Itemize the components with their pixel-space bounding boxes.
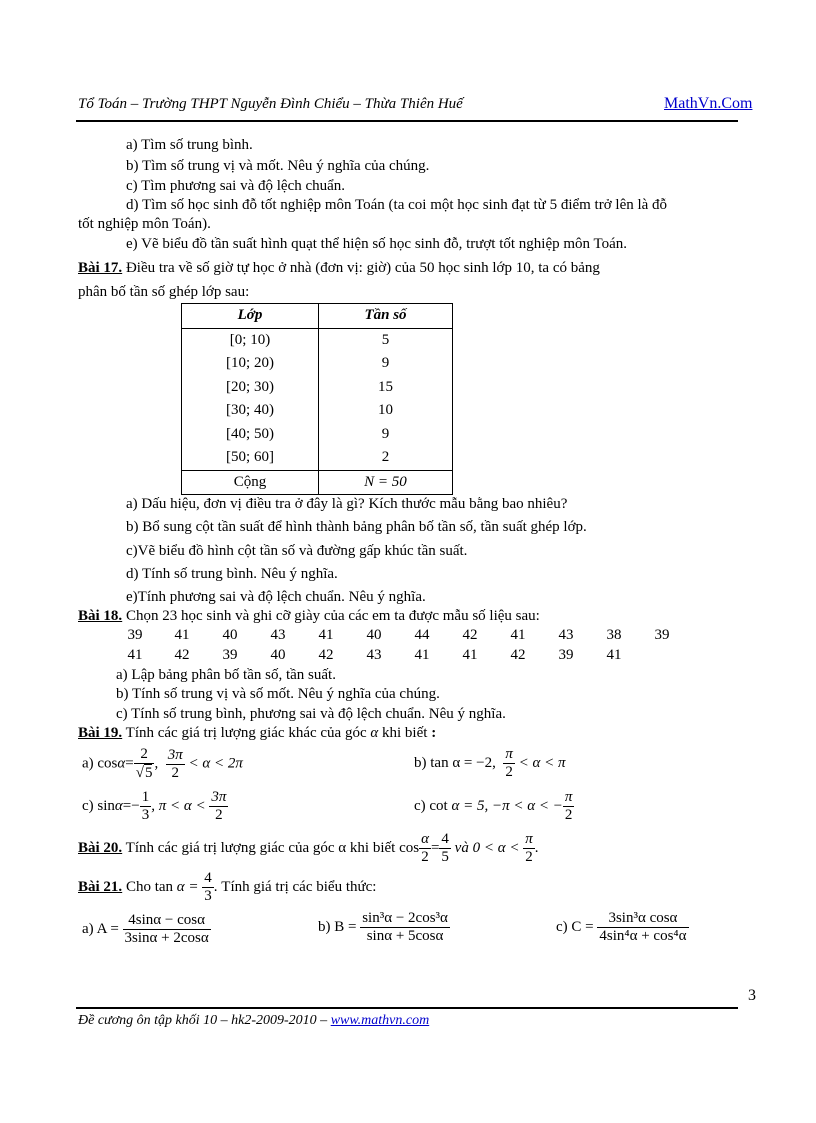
table-header bbox=[182, 304, 453, 329]
header-left: Tổ Toán – Trường THPT Nguyễn Đình Chiểu – Thừa Thiên Huế bbox=[78, 96, 463, 112]
bai19-a: a) cosα= $\frac{2}{√5}$ , $\frac{3\pi}{2}$ < α < 2π bbox=[82, 746, 243, 782]
bai19-b: b) tan α = −2, $\frac{\pi}{2}$ < α < π bbox=[414, 746, 566, 781]
table-row: [50; 60] 2 bbox=[182, 446, 453, 470]
bai21-label: Bài 21. bbox=[78, 879, 123, 896]
total-label: Cộng bbox=[182, 470, 319, 495]
item-a: a) Tìm số trung bình. bbox=[126, 137, 253, 153]
bai21-a: a) A = $\frac{4\sin\alpha - \cos\alpha}{3\sin\alpha + 2\cos\alpha}$ bbox=[82, 912, 209, 947]
bai17-item-d: d) Tính số trung bình. Nêu ý nghĩa. bbox=[126, 566, 338, 582]
bai17-item-e: e)Tính phương sai và độ lệch chuẩn. Nêu ý nghĩa. bbox=[126, 589, 426, 605]
item-b: b) Tìm số trung vị và mốt. Nêu ý nghĩa của chúng. bbox=[126, 158, 430, 174]
item-d-cont: tốt nghiệp môn Toán). bbox=[78, 216, 211, 232]
bai17-line1: Bài 17. Điều tra về số giờ tự học ở nhà (đơn vị: giờ) của 50 học sinh lớp 10, ta có bảng bbox=[78, 260, 600, 276]
bai19-d: c) cot α = 5, −π < α < − $\frac{\pi}{2}$ bbox=[414, 789, 573, 824]
bai20-line: Bài 20. Tính các giá trị lượng giác của góc α khi biết cos $\frac{\alpha}{2}$ = $\frac{4}{5}$ và 0 < α < $\frac{\pi}{2}$ . bbox=[78, 831, 539, 866]
footer: Đề cương ôn tập khối 10 – hk2-2009-2010 – www.mathvn.com bbox=[78, 1013, 430, 1028]
bai17-item-b: b) Bổ sung cột tần suất để hình thành bảng phân bố tần số, tần suất ghép lớp. bbox=[126, 519, 587, 535]
page-number: 3 bbox=[748, 987, 756, 1004]
item-c: c) Tìm phương sai và độ lệch chuẩn. bbox=[126, 178, 346, 194]
bai19-line: Bài 19. Tính các giá trị lượng giác khác của góc α khi biết : bbox=[78, 725, 437, 741]
bai19-label: Bài 19. bbox=[78, 725, 123, 741]
table-row: [30; 40) 10 bbox=[182, 399, 453, 423]
table-row: [20; 30) 15 bbox=[182, 376, 453, 400]
item-e: e) Vẽ biểu đồ tần suất hình quạt thể hiện số học sinh đỗ, trượt tốt nghiệp môn Toán. bbox=[126, 236, 628, 252]
col-header-class: Lớp bbox=[182, 304, 319, 329]
item-d: d) Tìm số học sinh đỗ tốt nghiệp môn Toán (ta coi một học sinh đạt từ 5 điểm trở lên là đỗ bbox=[126, 197, 668, 213]
total-value: N = 50 bbox=[319, 470, 453, 495]
bai19-c: c) sinα=− $\frac{1}{3}$ , π < α < $\frac{3\pi}{2}$ bbox=[82, 789, 227, 824]
header-divider bbox=[76, 120, 738, 122]
footer-divider bbox=[76, 1007, 738, 1009]
frequency-table bbox=[181, 303, 453, 495]
table-total-row bbox=[182, 470, 453, 495]
bai17-label: Bài 17. bbox=[78, 260, 123, 276]
table-row: [40; 50) 9 bbox=[182, 423, 453, 447]
bai17-item-c: c)Vẽ biểu đồ hình cột tần số và đường gấp khúc tần suất. bbox=[126, 543, 468, 559]
col-header-freq: Tần số bbox=[319, 304, 453, 329]
bai18-label: Bài 18. bbox=[78, 608, 123, 624]
bai21-c: c) C = $\frac{\text{3sin³α cosα}}{\text{4sin⁴α + cos⁴α}}$ bbox=[556, 910, 687, 945]
table-row: [10; 20) 9 bbox=[182, 352, 453, 376]
bai17-item-a: a) Dấu hiệu, đơn vị điều tra ở đây là gì? Kích thước mẫu bằng bao nhiêu? bbox=[126, 496, 568, 512]
bai21-line: Bài 21. Cho tan α = $\frac{4}{3}$ . Tính giá trị các biểu thức: bbox=[78, 870, 377, 905]
bai18-line: Bài 18. Chọn 23 học sinh và ghi cỡ giày của các em ta được mẫu số liệu sau: bbox=[78, 608, 540, 624]
bai17-line2: phân bố tần số ghép lớp sau: bbox=[78, 284, 250, 300]
bai18-item-b: b) Tính số trung vị và số mốt. Nêu ý nghĩa của chúng. bbox=[116, 686, 440, 702]
bai18-item-a: a) Lập bảng phân bố tần số, tần suất. bbox=[116, 667, 336, 683]
header-link[interactable]: MathVn.Com bbox=[664, 95, 753, 112]
bai20-label: Bài 20. bbox=[78, 840, 123, 857]
footer-link[interactable]: www.mathvn.com bbox=[330, 1013, 430, 1028]
table-row: [0; 10) 5 bbox=[182, 328, 453, 352]
bai18-item-c: c) Tính số trung bình, phương sai và độ lệch chuẩn. Nêu ý nghĩa. bbox=[116, 706, 506, 722]
bai21-b: b) B = $\frac{\text{sin³α − 2cos³α}}{\sin\alpha + 5\cos\alpha}$ bbox=[318, 910, 448, 945]
